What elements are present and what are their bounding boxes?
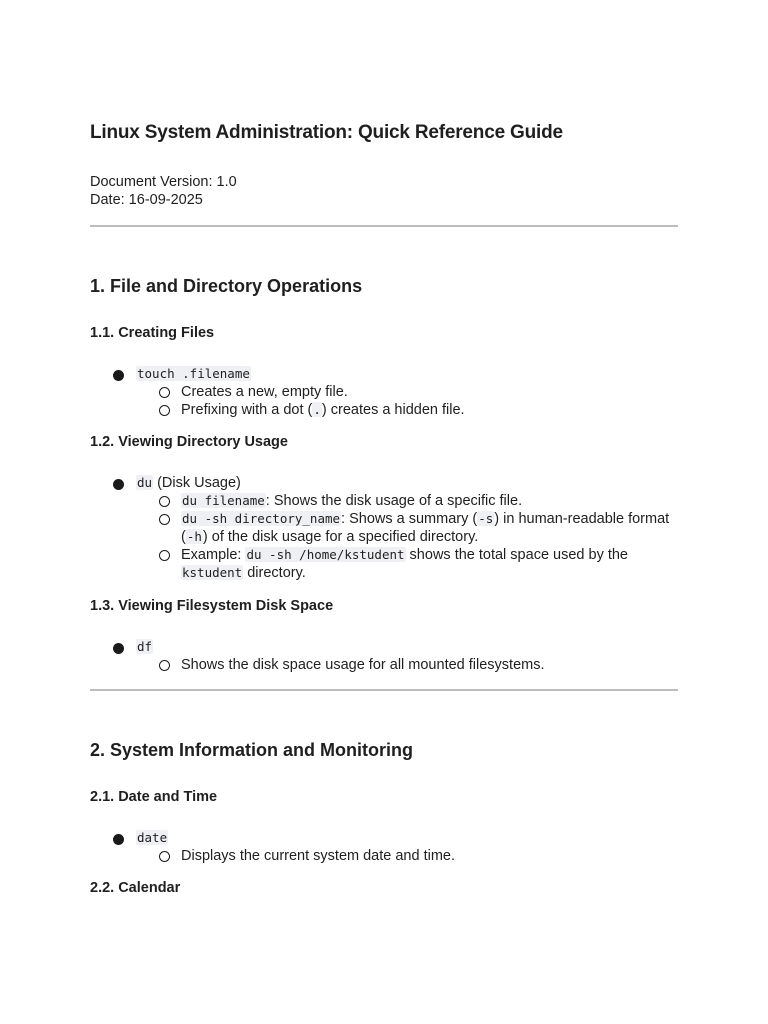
bullet-circle-icon bbox=[159, 387, 170, 398]
command-code: du bbox=[137, 475, 153, 490]
inline-code: kstudent bbox=[182, 565, 243, 580]
sub-list-item bbox=[90, 492, 678, 510]
bullet-circle-icon bbox=[159, 550, 170, 561]
subsection-1-2-list bbox=[90, 474, 678, 582]
divider bbox=[90, 225, 678, 227]
command-code: date bbox=[137, 830, 168, 845]
subsection-1-2-heading: 1.2. Viewing Directory Usage bbox=[90, 434, 288, 450]
item-text: : Shows the disk usage of a specific file. bbox=[265, 493, 523, 509]
subsection-2-1-list bbox=[90, 829, 678, 865]
bullet-disc-icon bbox=[113, 643, 124, 654]
command-code: df bbox=[137, 639, 153, 654]
inline-code: du -sh directory_name bbox=[182, 511, 341, 526]
item-text: ) creates a hidden file. bbox=[321, 402, 465, 418]
bullet-circle-icon bbox=[159, 496, 170, 507]
sub-list-item bbox=[90, 847, 678, 865]
bullet-circle-icon bbox=[159, 405, 170, 416]
item-text: shows the total space used by the bbox=[405, 547, 629, 563]
sub-list-item bbox=[90, 656, 678, 674]
sub-list-item bbox=[90, 510, 678, 546]
inline-code: -s bbox=[478, 511, 494, 526]
subsection-1-1-heading: 1.1. Creating Files bbox=[90, 325, 215, 341]
item-text: directory. bbox=[243, 565, 306, 581]
sub-list-item bbox=[90, 546, 678, 582]
subsection-1-3-list bbox=[90, 638, 678, 674]
item-text: Shows the disk space usage for all mounted filesystems. bbox=[181, 657, 545, 673]
bullet-disc-icon bbox=[113, 479, 124, 490]
bullet-circle-icon bbox=[159, 851, 170, 862]
command-code: touch .filename bbox=[137, 366, 250, 381]
list-item bbox=[90, 829, 678, 847]
section-1-heading: 1. File and Directory Operations bbox=[90, 276, 363, 296]
item-text: Displays the current system date and time. bbox=[181, 848, 456, 864]
inline-code: du filename bbox=[182, 493, 265, 508]
item-text: (Disk Usage) bbox=[153, 475, 241, 491]
document-meta bbox=[90, 173, 237, 209]
document-title: Linux System Administration: Quick Reference Guide bbox=[90, 122, 563, 143]
sub-list-item bbox=[90, 383, 678, 401]
bullet-disc-icon bbox=[113, 370, 124, 381]
list-item bbox=[90, 474, 678, 492]
item-text: Prefixing with a dot ( bbox=[181, 402, 313, 418]
document-version: Document Version: 1.0 bbox=[90, 174, 237, 190]
subsection-2-1-heading: 2.1. Date and Time bbox=[90, 789, 218, 805]
item-text: : Shows a summary ( bbox=[341, 511, 478, 527]
divider bbox=[90, 689, 678, 691]
bullet-disc-icon bbox=[113, 834, 124, 845]
list-item bbox=[90, 365, 678, 383]
bullet-circle-icon bbox=[159, 660, 170, 671]
subsection-2-2-heading: 2.2. Calendar bbox=[90, 880, 181, 896]
subsection-1-3-heading: 1.3. Viewing Filesystem Disk Space bbox=[90, 598, 334, 614]
item-text: Example: bbox=[181, 547, 246, 563]
subsection-1-1-list bbox=[90, 365, 678, 419]
sub-list-item bbox=[90, 401, 678, 419]
document-date: Date: 16-09-2025 bbox=[90, 192, 203, 208]
inline-code: -h bbox=[186, 529, 202, 544]
section-2-heading: 2. System Information and Monitoring bbox=[90, 740, 414, 760]
inline-code: . bbox=[313, 402, 321, 417]
bullet-circle-icon bbox=[159, 514, 170, 525]
item-text: ) in human-readable format ( bbox=[181, 511, 670, 545]
list-item bbox=[90, 638, 678, 656]
item-text: Creates a new, empty file. bbox=[181, 384, 348, 400]
item-text: ) of the disk usage for a specified directory. bbox=[202, 529, 479, 545]
inline-code: du -sh /home/kstudent bbox=[246, 547, 405, 562]
